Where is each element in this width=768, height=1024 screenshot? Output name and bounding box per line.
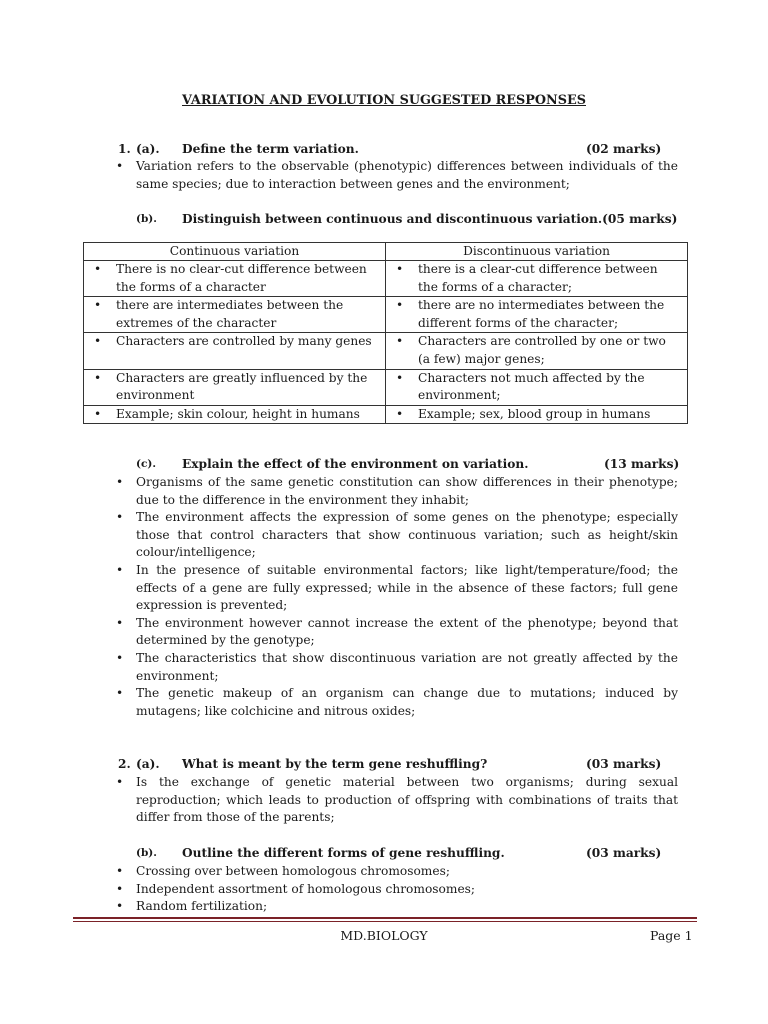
q1a-marks: (02 marks) <box>586 142 662 156</box>
q1c-answer-list <box>116 474 678 720</box>
q1c-question: Explain the effect of the environment on variation. <box>182 457 529 471</box>
q2b-answer-list <box>116 863 678 916</box>
q2b-heading <box>0 845 768 863</box>
list-item: • The environment however cannot increase the extent of the phenotype; beyond that determined by the genotype; <box>116 615 678 650</box>
cell-text: there are no intermediates between the different forms of the character; <box>418 298 665 330</box>
footer-rule-thin <box>73 921 697 922</box>
table-cell: • Characters are controlled by one or two (a few) major genes; <box>386 333 688 369</box>
page-title: VARIATION AND EVOLUTION SUGGESTED RESPONSES <box>182 93 586 108</box>
table-row <box>84 369 688 405</box>
list-item: • Is the exchange of genetic material between two organisms; during sexual reproduction; which leads to production of offspring with combinations of traits that differ from those of the parents; <box>116 774 678 827</box>
q1a-heading <box>0 141 768 159</box>
table-cell: • there is a clear-cut difference between the forms of a character; <box>386 261 688 297</box>
q1b-question: Distinguish between continuous and discontinuous variation.(05 marks) <box>182 212 678 226</box>
footer-brand: MD.BIOLOGY <box>340 928 428 943</box>
q1b-label: (b). <box>136 213 157 225</box>
list-item: • The environment affects the expression of some genes on the phenotype; especially those that control characters that show continuous variation; such as height/skin colour/intelligence; <box>116 509 678 562</box>
cell-text: Characters are greatly influenced by the environment <box>116 370 368 403</box>
list-item: • The genetic makeup of an organism can change due to mutations; induced by mutagens; like colchicine and nitrous oxides; <box>116 685 678 720</box>
cell-text: Characters not much affected by the environment; <box>418 370 645 403</box>
list-item: • Organisms of the same genetic constitution can show differences in their phenotype; due to the difference in the environment they inhabit; <box>116 474 678 509</box>
column-header: Discontinuous variation <box>386 243 688 261</box>
list-item: • Random fertilization; <box>116 898 678 916</box>
q1c-marks: (13 marks) <box>604 457 680 471</box>
q2-number: 2. <box>118 757 131 771</box>
list-item: • Independent assortment of homologous chromosomes; <box>116 881 678 899</box>
cell-text: Example; skin colour, height in humans <box>116 406 360 421</box>
table-cell: • Characters are greatly influenced by the environment <box>84 369 386 405</box>
list-item: • Variation refers to the observable (phenotypic) differences between individuals of the same species; due to interaction between genes and the environment; <box>116 158 678 193</box>
q1a-label: (a). <box>136 142 160 156</box>
table-row <box>84 333 688 369</box>
q2b-question: Outline the different forms of gene reshuffling. <box>182 846 505 860</box>
table-row <box>84 405 688 424</box>
q2a-answer-list <box>116 774 678 827</box>
column-header: Continuous variation <box>84 243 386 261</box>
table-cell: • there are intermediates between the extremes of the character <box>84 297 386 333</box>
table-header-row <box>84 243 688 261</box>
cell-text: Characters are controlled by many genes <box>116 334 372 349</box>
q1a-question: Define the term variation. <box>182 142 359 156</box>
q2a-marks: (03 marks) <box>586 757 662 771</box>
q2a-label: (a). <box>136 757 160 771</box>
table-cell: • Example; skin colour, height in humans <box>84 405 386 424</box>
table-row <box>84 297 688 333</box>
q1-number: 1. <box>118 142 131 156</box>
list-item: • Crossing over between homologous chromosomes; <box>116 863 678 881</box>
table-cell: • Example; sex, blood group in humans <box>386 405 688 424</box>
q1c-label: (c). <box>136 458 156 470</box>
q1b-heading <box>0 211 768 229</box>
cell-text: Example; sex, blood group in humans <box>418 406 651 421</box>
q1a-answer-list <box>116 158 678 193</box>
list-item: • The characteristics that show discontinuous variation are not greatly affected by the environment; <box>116 650 678 685</box>
cell-text: there are intermediates between the extremes of the character <box>116 298 344 330</box>
q2b-label: (b). <box>136 847 157 859</box>
cell-text: There is no clear-cut difference between the forms of a character <box>116 262 367 294</box>
table-cell: • Characters not much affected by the environment; <box>386 369 688 405</box>
table-cell: • Characters are controlled by many genes <box>84 333 386 369</box>
variation-comparison-table <box>83 242 688 424</box>
q2a-heading <box>0 756 768 774</box>
q2a-question: What is meant by the term gene reshuffling? <box>182 757 488 771</box>
cell-text: Characters are controlled by one or two (a few) major genes; <box>418 334 666 366</box>
table-row <box>84 261 688 297</box>
list-item: • In the presence of suitable environmental factors; like light/temperature/food; the effects of a gene are fully expressed; while in the absence of these factors; full gene expression is prevented; <box>116 562 678 615</box>
table-cell: • There is no clear-cut difference between the forms of a character <box>84 261 386 297</box>
q1c-heading <box>0 456 768 474</box>
footer-rule <box>73 917 697 919</box>
q2b-marks: (03 marks) <box>586 846 662 860</box>
cell-text: there is a clear-cut difference between the forms of a character; <box>418 262 658 294</box>
table-cell: • there are no intermediates between the different forms of the character; <box>386 297 688 333</box>
page-number: Page 1 <box>650 928 693 943</box>
